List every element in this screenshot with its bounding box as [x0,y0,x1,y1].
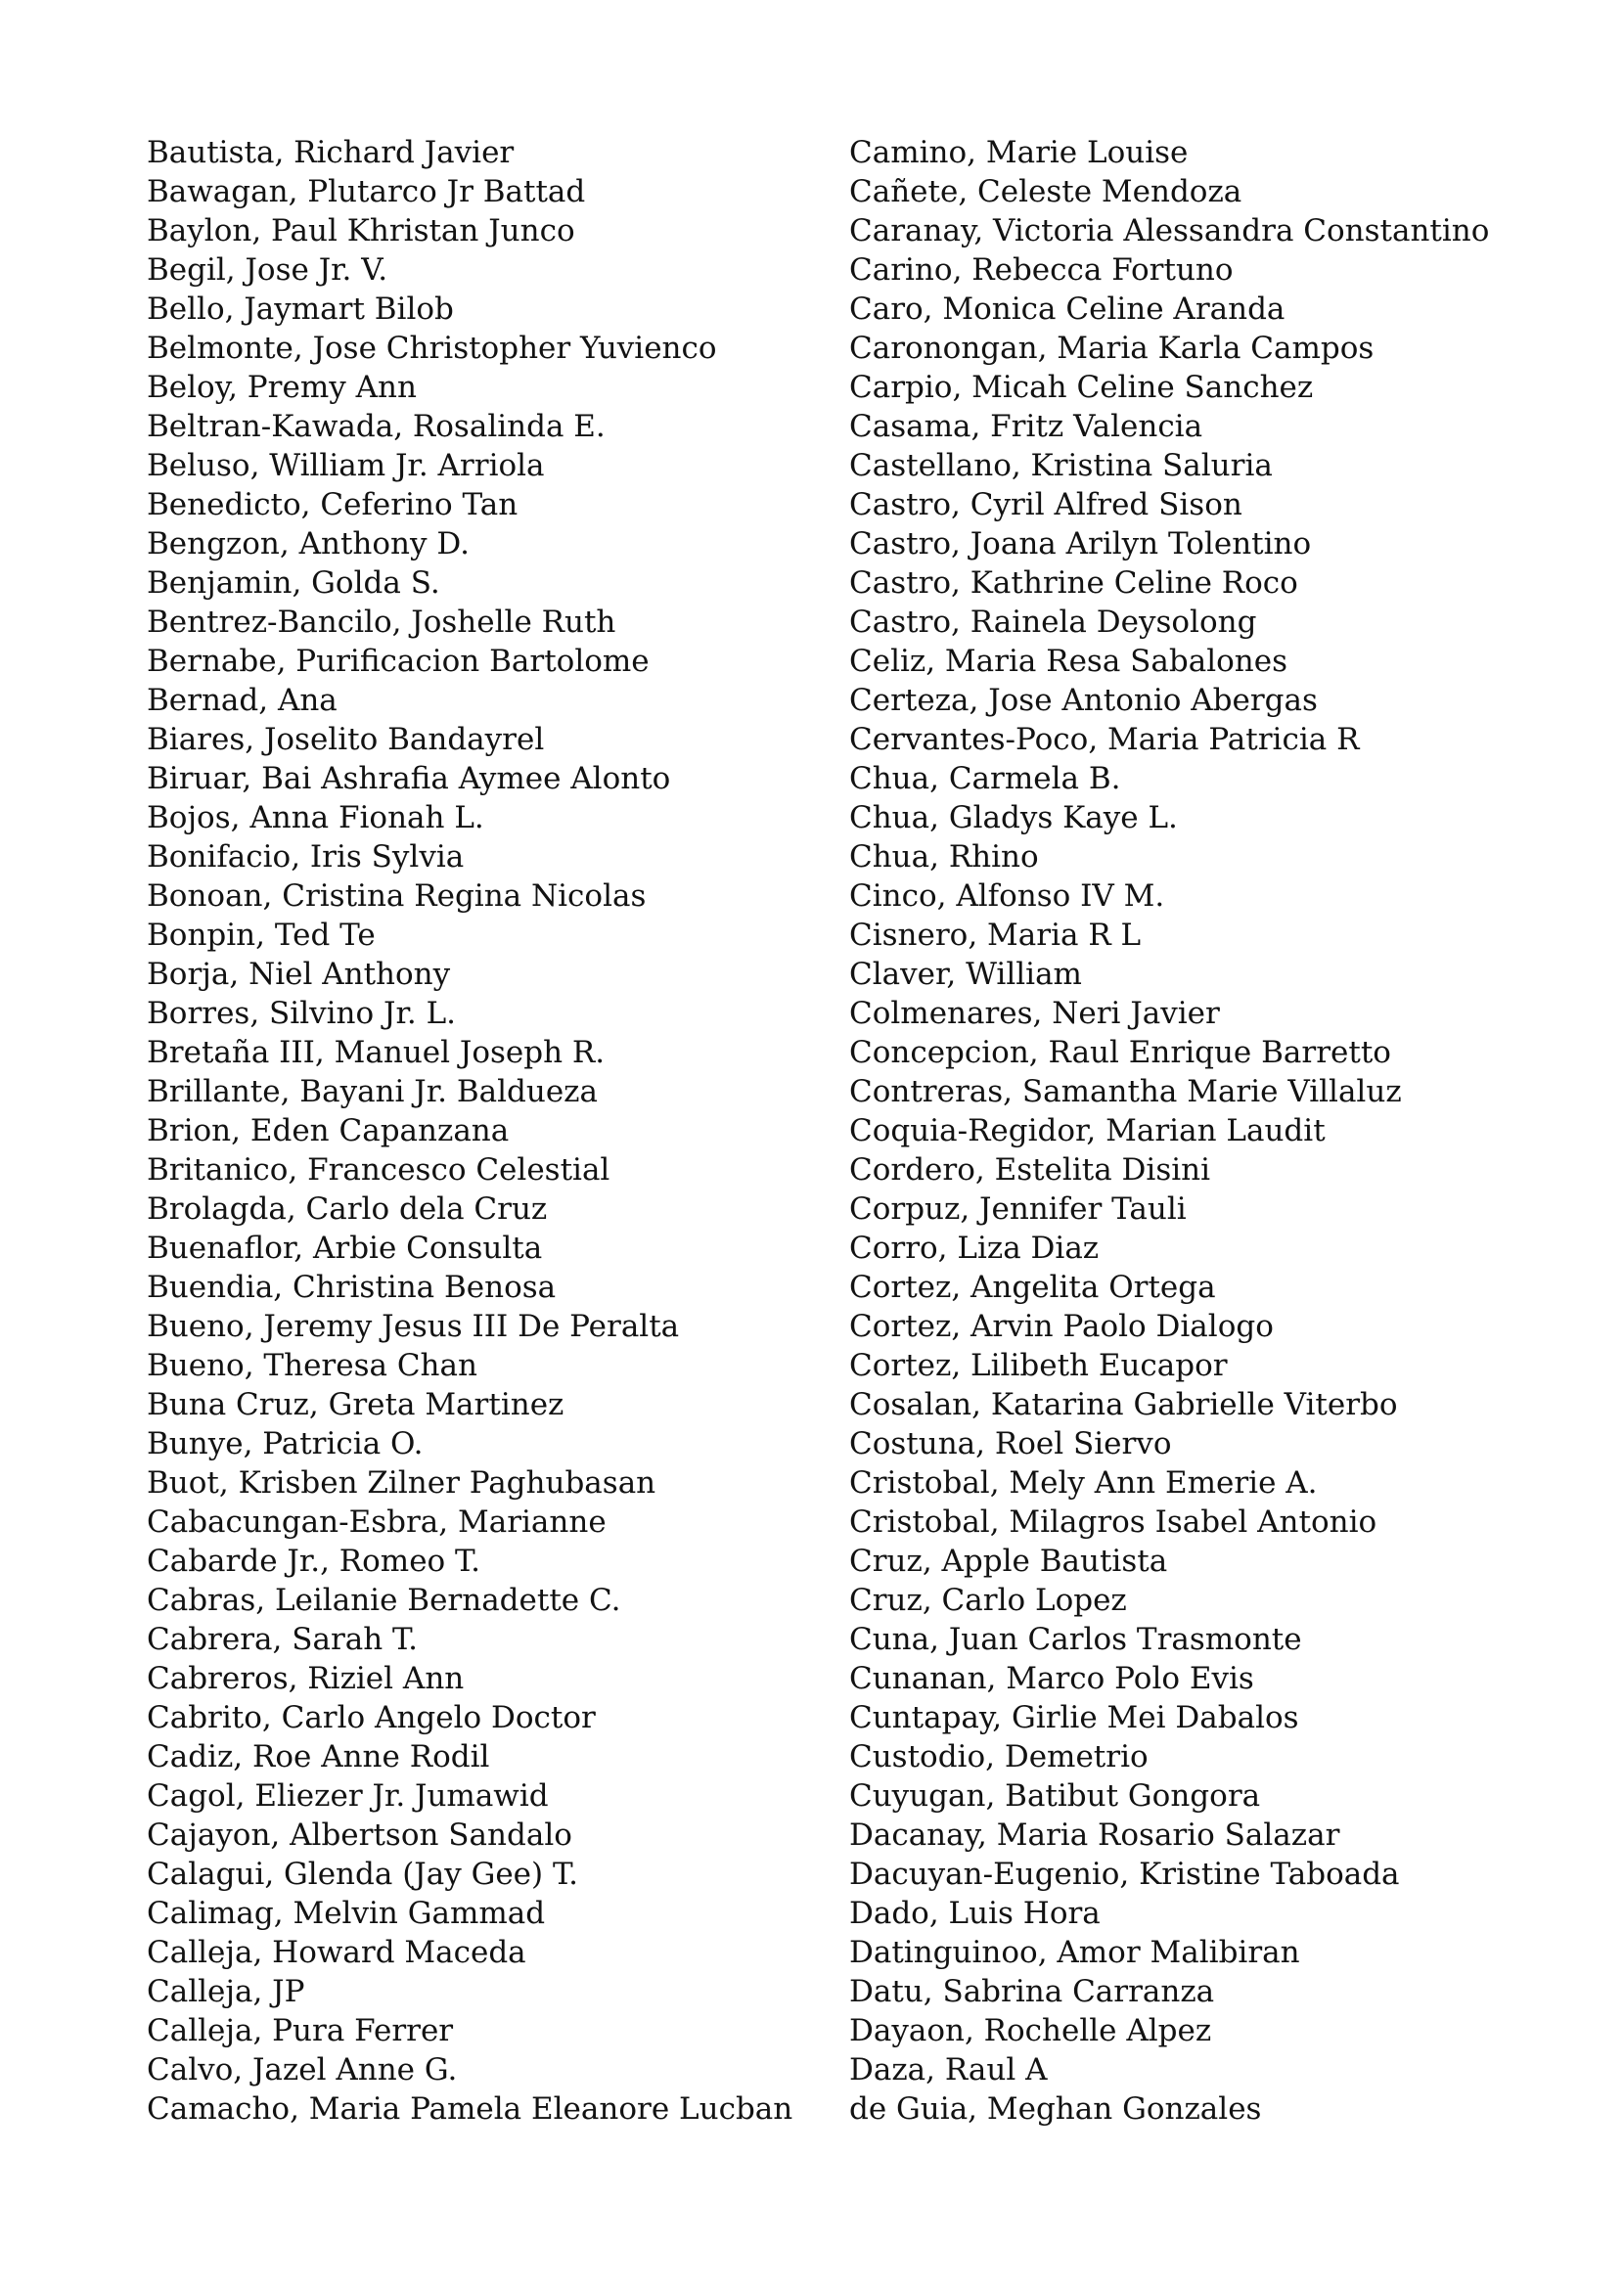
person-name: de Guia, Meghan Gonzales [849,2091,1262,2127]
person-name: Buot, Krisben Zilner Paghubasan [147,1465,656,1501]
person-name: Bojos, Anna Fionah L. [147,800,484,835]
person-name: Borres, Silvino Jr. L. [147,996,457,1031]
person-name: Cisnero, Maria R L [849,918,1142,953]
person-name: Cervantes-Poco, Maria Patricia R [849,722,1360,757]
person-name: Belmonte, Jose Christopher Yuvienco [147,331,717,366]
person-name: Brion, Eden Capanzana [147,1113,510,1148]
person-name: Cortez, Arvin Paolo Dialogo [849,1309,1274,1344]
person-name: Beloy, Premy Ann [147,370,417,405]
name-list-column-right [849,133,1489,2129]
person-name: Cabrito, Carlo Angelo Doctor [147,1700,596,1735]
person-name: Contreras, Samantha Marie Villaluz [849,1074,1402,1109]
person-name: Buendia, Christina Benosa [147,1270,557,1305]
person-name: Biruar, Bai Ashrafia Aymee Alonto [147,761,671,796]
person-name: Bernad, Ana [147,683,338,718]
person-name: Cruz, Carlo Lopez [849,1583,1127,1618]
person-name: Casama, Fritz Valencia [849,409,1203,444]
person-name: Colmenares, Neri Javier [849,996,1220,1031]
person-name: Beluso, William Jr. Arriola [147,448,545,483]
person-name: Bueno, Jeremy Jesus III De Peralta [147,1309,680,1344]
person-name: Corro, Liza Diaz [849,1231,1100,1266]
person-name: Bunye, Patricia O. [147,1426,424,1461]
person-name: Cabacungan-Esbra, Marianne [147,1504,607,1540]
person-name: Certeza, Jose Antonio Abergas [849,683,1318,718]
person-name: Camacho, Maria Pamela Eleanore Lucban [147,2091,793,2127]
person-name: Bawagan, Plutarco Jr Battad [147,174,586,209]
person-name: Carino, Rebecca Fortuno [849,252,1234,288]
person-name: Concepcion, Raul Enrique Barretto [849,1035,1391,1070]
person-name: Caro, Monica Celine Aranda [849,292,1286,327]
person-name: Bonifacio, Iris Sylvia [147,839,465,875]
person-name: Bretaña III, Manuel Joseph R. [147,1035,606,1070]
person-name: Carpio, Micah Celine Sanchez [849,370,1314,405]
person-name: Cajayon, Albertson Sandalo [147,1818,572,1853]
person-name: Cristobal, Milagros Isabel Antonio [849,1504,1377,1540]
person-name: Caronongan, Maria Karla Campos [849,331,1375,366]
person-name: Calleja, Pura Ferrer [147,2013,454,2048]
person-name: Claver, William [849,957,1082,992]
person-name: Dado, Luis Hora [849,1896,1101,1931]
person-name: Cunanan, Marco Polo Evis [849,1661,1254,1696]
person-name: Calleja, JP [147,1974,305,2009]
person-name: Cuyugan, Batibut Gongora [849,1778,1261,1814]
person-name: Bello, Jaymart Bilob [147,292,454,327]
person-name: Dacanay, Maria Rosario Salazar [849,1818,1340,1853]
person-name: Custodio, Demetrio [849,1739,1149,1774]
person-name: Cruz, Apple Bautista [849,1544,1168,1579]
person-name: Castro, Rainela Deysolong [849,605,1257,640]
person-name: Cortez, Lilibeth Eucapor [849,1348,1228,1383]
person-name: Costuna, Roel Siervo [849,1426,1172,1461]
person-name: Chua, Carmela B. [849,761,1121,796]
person-name: Camino, Marie Louise [849,135,1189,170]
person-name: Bautista, Richard Javier [147,135,515,170]
person-name: Celiz, Maria Resa Sabalones [849,644,1288,679]
person-name: Castro, Cyril Alfred Sison [849,487,1242,522]
person-name: Cosalan, Katarina Gabrielle Viterbo [849,1387,1398,1422]
person-name: Cuntapay, Girlie Mei Dabalos [849,1700,1299,1735]
person-name: Castro, Joana Arilyn Tolentino [849,526,1312,561]
person-name: Coquia-Regidor, Marian Laudit [849,1113,1326,1148]
person-name: Bengzon, Anthony D. [147,526,470,561]
person-name: Benedicto, Ceferino Tan [147,487,519,522]
person-name: Bonpin, Ted Te [147,918,376,953]
person-name: Buenaflor, Arbie Consulta [147,1231,543,1266]
person-name: Cabrera, Sarah T. [147,1622,419,1657]
person-name: Cabarde Jr., Romeo T. [147,1544,481,1579]
person-name: Calagui, Glenda (Jay Gee) T. [147,1857,578,1892]
person-name: Daza, Raul A [849,2052,1048,2087]
person-name: Cabreros, Riziel Ann [147,1661,465,1696]
person-name: Datinguinoo, Amor Malibiran [849,1935,1300,1970]
person-name: Brillante, Bayani Jr. Baldueza [147,1074,598,1109]
person-name: Calimag, Melvin Gammad [147,1896,546,1931]
person-name: Baylon, Paul Khristan Junco [147,213,575,248]
person-name: Brolagda, Carlo dela Cruz [147,1191,548,1227]
person-name: Cordero, Estelita Disini [849,1152,1211,1188]
person-name: Bentrez-Bancilo, Joshelle Ruth [147,605,616,640]
person-name: Calleja, Howard Maceda [147,1935,526,1970]
person-name: Cagol, Eliezer Jr. Jumawid [147,1778,549,1814]
person-name: Castro, Kathrine Celine Roco [849,565,1298,601]
person-name: Britanico, Francesco Celestial [147,1152,610,1188]
person-name: Cabras, Leilanie Bernadette C. [147,1583,621,1618]
person-name: Biares, Joselito Bandayrel [147,722,545,757]
person-name: Bernabe, Purificacion Bartolome [147,644,650,679]
person-name: Datu, Sabrina Carranza [849,1974,1215,2009]
person-name: Begil, Jose Jr. V. [147,252,388,288]
person-name: Chua, Rhino [849,839,1039,875]
person-name: Calvo, Jazel Anne G. [147,2052,458,2087]
name-list-column-left [147,133,792,2129]
person-name: Bonoan, Cristina Regina Nicolas [147,878,647,914]
person-name: Benjamin, Golda S. [147,565,440,601]
person-name: Cristobal, Mely Ann Emerie A. [849,1465,1318,1501]
person-name: Bueno, Theresa Chan [147,1348,477,1383]
person-name: Cortez, Angelita Ortega [849,1270,1216,1305]
person-name: Beltran-Kawada, Rosalinda E. [147,409,606,444]
person-name: Castellano, Kristina Saluria [849,448,1273,483]
person-name: Cadiz, Roe Anne Rodil [147,1739,490,1774]
person-name: Cuna, Juan Carlos Trasmonte [849,1622,1302,1657]
person-name: Caranay, Victoria Alessandra Constantino [849,213,1490,248]
person-name: Borja, Niel Anthony [147,957,451,992]
person-name: Corpuz, Jennifer Tauli [849,1191,1187,1227]
person-name: Chua, Gladys Kaye L. [849,800,1178,835]
person-name: Dayaon, Rochelle Alpez [849,2013,1212,2048]
person-name: Buna Cruz, Greta Martinez [147,1387,564,1422]
person-name: Dacuyan-Eugenio, Kristine Taboada [849,1857,1400,1892]
person-name: Cinco, Alfonso IV M. [849,878,1165,914]
person-name: Cañete, Celeste Mendoza [849,174,1242,209]
